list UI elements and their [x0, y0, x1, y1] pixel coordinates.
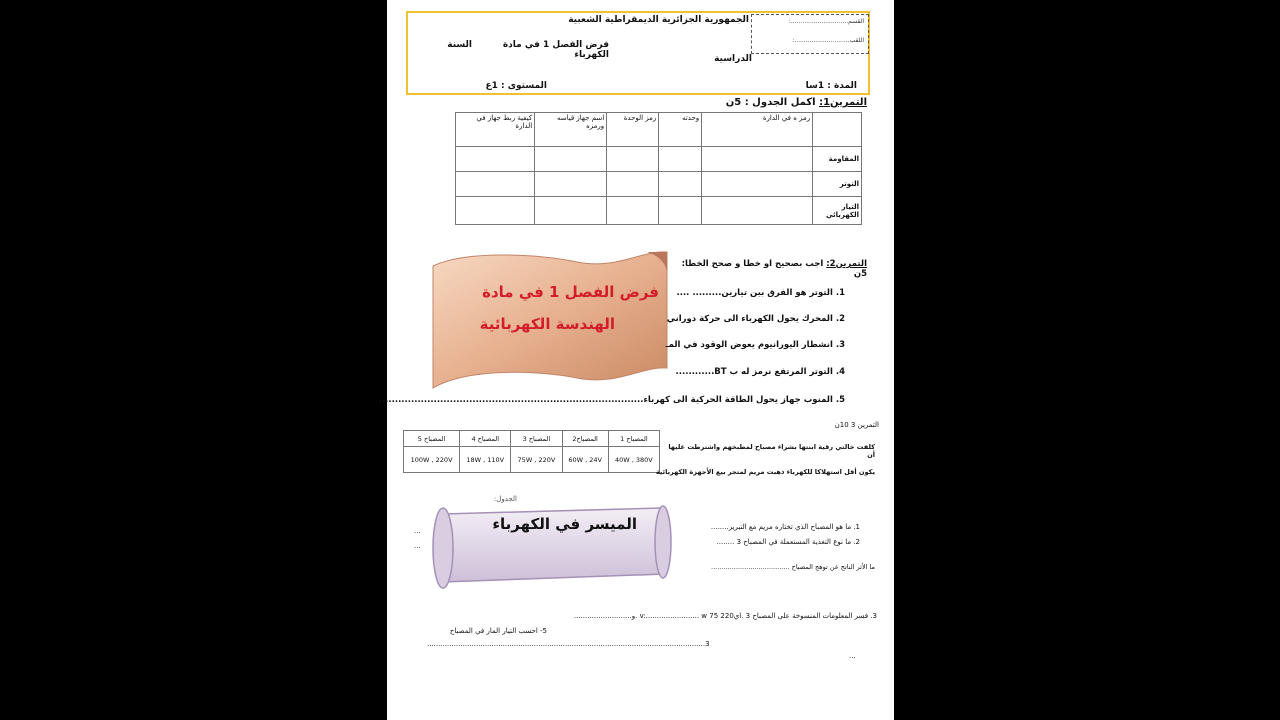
scroll-banner-2-text: الميسر في الكهرباء [492, 515, 637, 533]
ex3-end-dots: ... [849, 652, 856, 660]
ex3-question-3: 3. فسر المعلومات المنسوخة على المصباح 3 .اي220 v:........................ w 75 .و.......................... [573, 612, 877, 620]
worksheet-page [378, 0, 894, 720]
ex1-table [455, 112, 862, 225]
ex3-answer-dots: .............................................................................................................................3 [427, 640, 710, 648]
ex1-cell [659, 147, 702, 172]
ex1-cell [702, 172, 813, 197]
lamp-header-cell: المصباح 4 [460, 431, 511, 447]
ex2-item: 3. انشطار اليورانيوم يعوض الوقود في المـ [665, 340, 845, 350]
study-label: الدراسية [714, 54, 752, 64]
ex1-cell [702, 197, 813, 225]
ex2-title-rest: اجب بصحيح او خطا و صحح الخطا: 5ن [681, 259, 867, 279]
ex3-question-effect: ما الأثر الناتج عن توهج المصباح ...................................... [711, 563, 875, 571]
ex1-cell [456, 172, 535, 197]
ex3-text-2: يكون أقل استهلاكا للكهرباء ذهبت مريم لمتجر بيع الأجهزة الكهربائية [655, 468, 875, 476]
lamp-table [403, 430, 660, 473]
ex1-cell [456, 147, 535, 172]
student-name-box [751, 14, 869, 54]
ex1-row-label: المقاومة [813, 147, 862, 172]
ex1-cell [535, 172, 607, 197]
ex1-cell [607, 147, 659, 172]
ex2-item: 2. المحرك يحول الكهرباء الى حركة دوراني [666, 314, 845, 324]
ex1-cell [607, 172, 659, 197]
level: المستوى : 1ع [485, 81, 547, 91]
lamp-header-cell: المصباح 1 [608, 431, 659, 447]
ex2-title [675, 259, 867, 279]
ex1-cell [659, 197, 702, 225]
ex1-row [456, 172, 862, 197]
ex1-cell [456, 197, 535, 225]
ex1-cell [535, 147, 607, 172]
name-label: اللقب.............................: [792, 37, 864, 44]
cut-line-text: الجدول: [493, 495, 517, 503]
ex1-title [647, 97, 867, 108]
scroll-banner-line1: فرض الفصل 1 في مادة [482, 283, 659, 301]
class-label: القسم..............................: [788, 18, 864, 25]
lamp-value-cell: 75W , 220V [511, 447, 562, 473]
ex1-row-label: التيار الكهربائي [813, 197, 862, 225]
ex1-row-label: التوتر [813, 172, 862, 197]
ex1-cell [535, 197, 607, 225]
ex3-title: التمرين 3 10ن [834, 421, 879, 429]
ex1-cell [659, 172, 702, 197]
ex1-row [456, 147, 862, 172]
ex3-question-5: 5- احسب التيار المار في المصباح [449, 627, 547, 635]
left-dots-1: ... [414, 527, 421, 535]
ex3-question-2: 2. ما نوع التغذية المستعملة في المصباح 3 ........ [716, 538, 860, 546]
scroll-banner-line2: الهندسة الكهربائية [479, 315, 615, 333]
ex1-header-cell: اسم جهاز قياسه ورمزه [535, 113, 607, 147]
republic-title: الجمهورية الجزائرية الديمقراطية الشعبية [568, 15, 749, 25]
ex1-header-cell: رمز ه في الدارة [702, 113, 813, 147]
lamp-value-cell: 60W , 24V [562, 447, 608, 473]
exam-title: فرض الفصل 1 في مادة الكهرباء [502, 40, 609, 60]
lamp-header-cell: المصباح2 [562, 431, 608, 447]
ex1-cell [607, 197, 659, 225]
ex1-header-cell [813, 113, 862, 147]
ex1-header-cell: وحدته [659, 113, 702, 147]
ex1-title-prefix: التمرين1: [819, 97, 867, 108]
ex1-header-cell: كيفية ربط جهاز في الدارة [456, 113, 535, 147]
lamp-value-cell: 40W , 380V [608, 447, 659, 473]
ex1-row [456, 197, 862, 225]
lamp-value-cell: 18W , 110V [460, 447, 511, 473]
ex1-header-row [456, 113, 862, 147]
left-dots-2: ... [414, 542, 421, 550]
ex2-item: 1. التوتر هو الفرق بين تيارين......... .... [676, 288, 845, 298]
ex2-title-prefix: التمرين2: [826, 259, 867, 269]
ex2-item: 5. المنوب جهاز يحول الطاقة الحركية الى كهرباء.................................................................................. [378, 395, 845, 405]
ex1-cell [702, 147, 813, 172]
ex1-header-cell: رمز الوحدة [607, 113, 659, 147]
year-label: السنة [447, 40, 472, 50]
lamp-header-cell: المصباح 3 [511, 431, 562, 447]
lamp-value-cell: 100W , 220V [404, 447, 460, 473]
ex3-text-1: كلفت خالتي رقية ابنتها بشراء مصباح لمطبخهم واشترطت عليها أن [668, 443, 875, 459]
ex3-question-1: 1. ما هو المصباح الذي تختاره مريم مع التبرير........ [710, 523, 860, 531]
ex1-title-rest: اكمل الجدول : 5ن [725, 97, 820, 108]
ex2-item: 4. التوتر المرتفع نرمز له ب BT............ [675, 367, 845, 377]
lamp-header-cell: المصباح 5 [404, 431, 460, 447]
duration: المدة : 1سا [805, 81, 857, 91]
lamp-value-row [404, 447, 660, 473]
lamp-header-row [404, 431, 660, 447]
